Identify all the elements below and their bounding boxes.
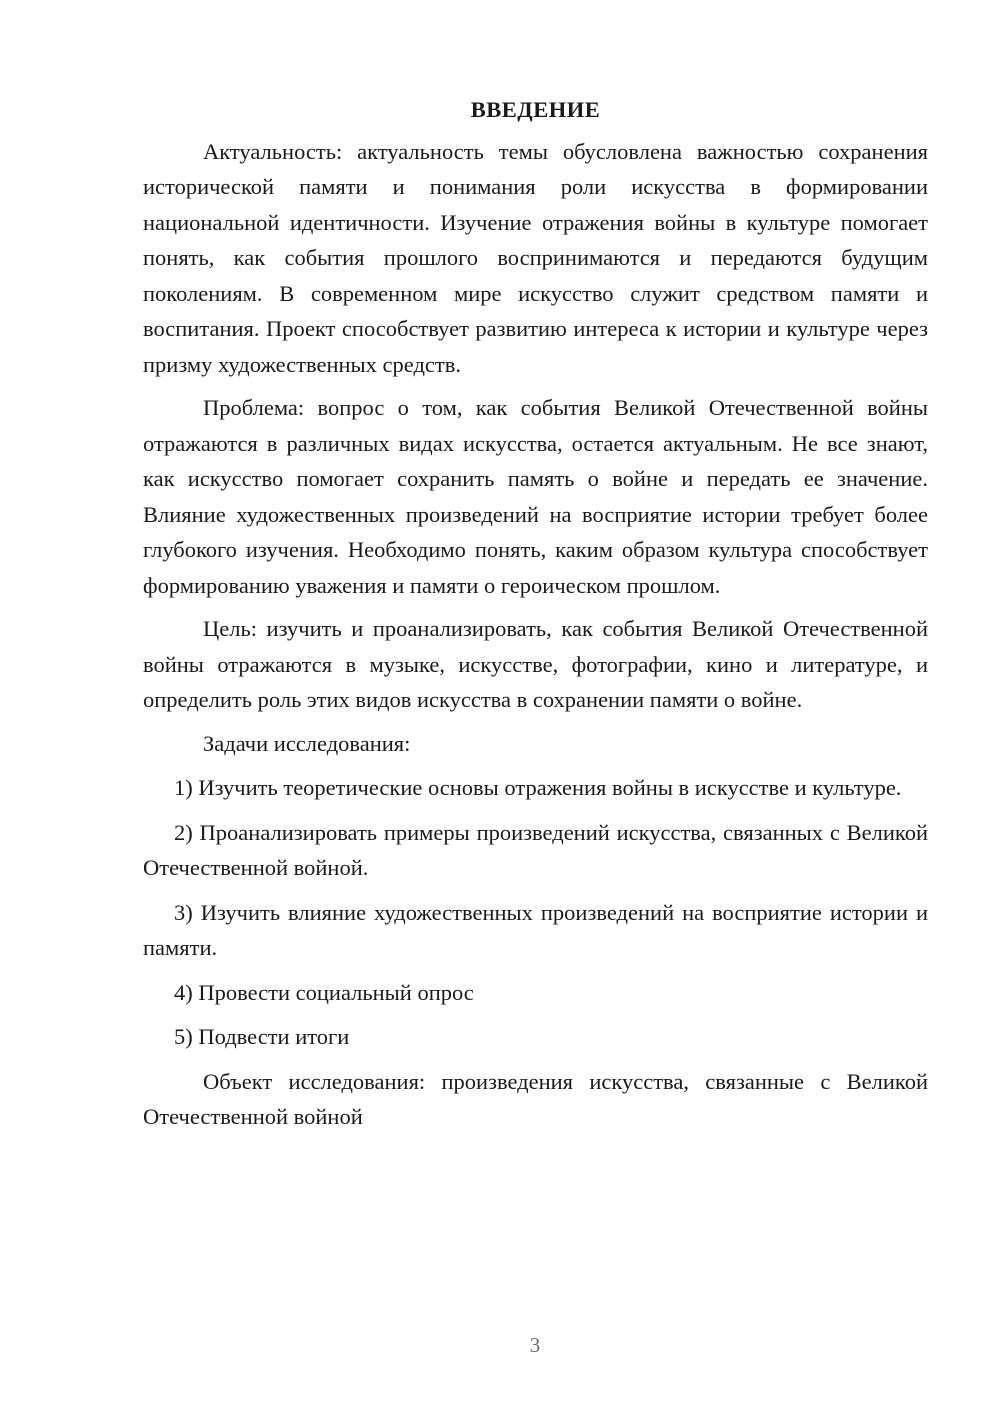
tasks-title: Задачи исследования: xyxy=(203,730,411,756)
relevance-paragraph: Актуальность: актуальность темы обусловлена важностью сохранения исторической памяти и понимания роли искусства в формировании национальной идентичности. Изучение отражения войны в культуре помогает понять, как события прошлого воспринимаются и передаются будущим поколениям. В современном мире искусство служит средством памяти и воспитания. Проект способствует развитию интереса к истории и культуре через призму художественных средств. xyxy=(143,138,928,377)
tasks-list xyxy=(143,770,928,1055)
section-heading: ВВЕДЕНИЕ xyxy=(470,97,601,122)
page-number: 3 xyxy=(529,1333,541,1357)
research-object-paragraph: Объект исследования: произведения искусства, связанные с Великой Отечественной войной xyxy=(143,1068,928,1129)
goal-paragraph: Цель: изучить и проанализировать, как события Великой Отечественной войны отражаются в музыке, искусстве, фотографии, кино и литературе, и определить роль этих видов искусства в сохранении памяти о войне. xyxy=(143,616,928,712)
task-item: 2) Проанализировать примеры произведений искусства, связанных с Великой Отечественной войной. xyxy=(143,819,928,880)
problem-paragraph: Проблема: вопрос о том, как события Великой Отечественной войны отражаются в различных видах искусства, остается актуальным. Не все знают, как искусство помогает сохранить память о войне и передать ее значение. Влияние художественных произведений на восприятие истории требует более глубокого изучения. Необходимо понять, каким образом культура способствует формированию уважения и памяти о героическом прошлом. xyxy=(143,395,928,598)
task-item: 5) Подвести итоги xyxy=(174,1024,350,1049)
task-item: 4) Провести социальный опрос xyxy=(174,979,474,1005)
task-item: 1) Изучить теоретические основы отражения войны в искусстве и культуре. xyxy=(174,775,902,800)
task-item: 3) Изучить влияние художественных произведений на восприятие истории и памяти. xyxy=(143,899,928,960)
document-page xyxy=(143,92,928,1143)
